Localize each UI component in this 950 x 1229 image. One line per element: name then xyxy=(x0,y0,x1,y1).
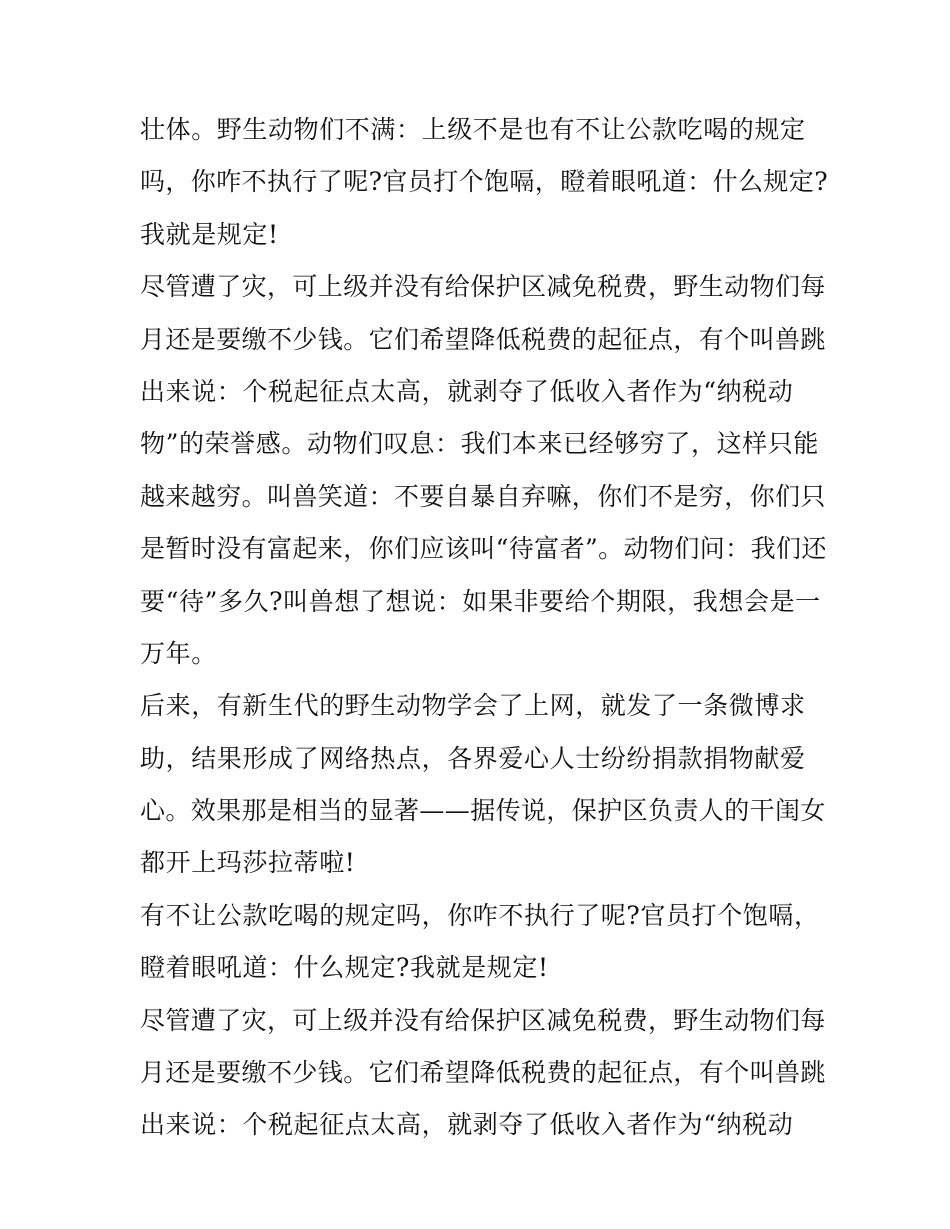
text-line: 万年。 xyxy=(140,638,217,668)
text-line: 心。效果那是相当的显著——据传说，保护区负责人的干闺女 xyxy=(140,796,826,826)
text-line: 后来，有新生代的野生动物学会了上网，就发了一条微博求 xyxy=(140,691,806,721)
text-line: 出来说：个税起征点太高，就剥夺了低收入者作为“纳税动 xyxy=(140,376,794,406)
text-line: 月还是要缴不少钱。它们希望降低税费的起征点，有个叫兽跳 xyxy=(140,324,826,354)
text-line: 助，结果形成了网络热点，各界爱心人士纷纷捐款捐物献爱 xyxy=(140,743,806,773)
text-line: 都开上玛莎拉蒂啦! xyxy=(140,848,356,878)
text-line: 我就是规定! xyxy=(140,219,279,249)
text-line: 是暂时没有富起来，你们应该叫“待富者”。动物们问：我们还 xyxy=(140,534,827,564)
text-line: 瞪着眼吼道：什么规定?我就是规定! xyxy=(140,953,549,983)
text-line: 尽管遭了灾，可上级并没有给保护区减免税费，野生动物们每 xyxy=(140,1005,826,1035)
text-line: 出来说：个税起征点太高，就剥夺了低收入者作为“纳税动 xyxy=(140,1110,794,1140)
text-line: 吗，你咋不执行了呢?官员打个饱嗝，瞪着眼吼道：什么规定? xyxy=(140,167,829,197)
text-line: 尽管遭了灾，可上级并没有给保护区减免税费，野生动物们每 xyxy=(140,272,826,302)
text-line: 壮体。野生动物们不满：上级不是也有不让公款吃喝的规定 xyxy=(140,115,806,144)
document-body xyxy=(140,108,830,1156)
text-line: 越来越穷。叫兽笑道：不要自暴自弃嘛，你们不是穷，你们只 xyxy=(140,481,826,511)
text-line: 物”的荣誉感。动物们叹息：我们本来已经够穷了，这样只能 xyxy=(140,429,819,459)
text-line: 月还是要缴不少钱。它们希望降低税费的起征点，有个叫兽跳 xyxy=(140,1058,826,1088)
text-line: 有不让公款吃喝的规定吗，你咋不执行了呢?官员打个饱嗝， xyxy=(140,900,820,930)
text-line: 要“待”多久?叫兽想了想说：如果非要给个期限，我想会是一 xyxy=(140,586,821,616)
